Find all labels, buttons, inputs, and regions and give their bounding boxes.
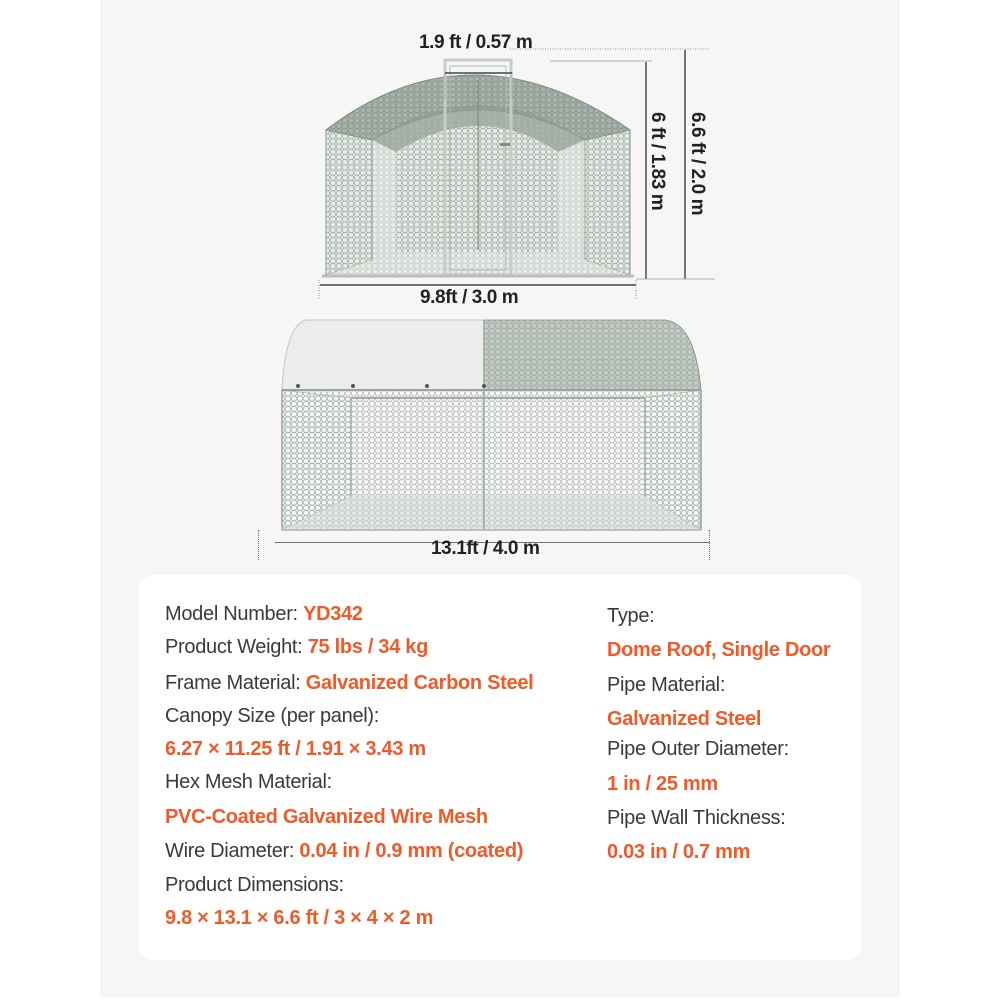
spec-value: Dome Roof, Single Door: [607, 639, 831, 661]
spec-product-dimensions: [165, 873, 344, 897]
spec-value: 0.03 in / 0.7 mm: [607, 841, 751, 863]
spec-type-value: [607, 638, 830, 662]
spec-pipe-outer-diameter-value: [607, 772, 718, 796]
spec-canopy-size-value: [165, 737, 426, 761]
inner-height-dimension: 6 ft / 1.83 m: [647, 112, 668, 211]
total-height-dimension: 6.6 ft / 2.0 m: [687, 112, 708, 216]
spec-canopy-size: [165, 704, 379, 728]
spec-value: Galvanized Carbon Steel: [305, 672, 534, 694]
spec-product-dimensions-value: [165, 906, 433, 930]
side-view-illustration: [255, 318, 725, 543]
side-length-dimension: 13.1ft / 4.0 m: [431, 538, 540, 559]
spec-pipe-wall-thickness: [607, 806, 786, 830]
spec-value: Galvanized Steel: [607, 708, 762, 730]
spec-hex-mesh-material: [165, 770, 332, 794]
spec-pipe-material-value: [607, 707, 761, 731]
spec-label: Product Weight:: [165, 636, 303, 658]
spec-value: 6.27 × 11.25 ft / 1.91 × 3.43 m: [165, 738, 426, 760]
spec-value: 1 in / 25 mm: [607, 773, 718, 795]
spec-value: 0.04 in / 0.9 mm (coated): [299, 840, 524, 862]
spec-label: Model Number:: [165, 603, 298, 625]
spec-value: YD342: [303, 603, 363, 625]
spec-label: Product Dimensions:: [165, 874, 344, 896]
door-width-dimension: 1.9 ft / 0.57 m: [419, 32, 533, 53]
spec-card: [138, 575, 862, 960]
spec-label: Pipe Wall Thickness:: [607, 807, 786, 829]
spec-label: Canopy Size (per panel):: [165, 705, 380, 727]
front-width-dimension: 9.8ft / 3.0 m: [420, 287, 519, 308]
side-dimension-ticks-right: [709, 530, 711, 560]
spec-label: Wire Diameter:: [165, 840, 295, 862]
spec-wire-diameter: [165, 839, 523, 863]
spec-pipe-material: [607, 673, 725, 697]
spec-value: 75 lbs / 34 kg: [307, 636, 429, 658]
spec-value: 9.8 × 13.1 × 6.6 ft / 3 × 4 × 2 m: [165, 907, 434, 929]
spec-product-weight: [165, 635, 428, 659]
spec-model-number: [165, 602, 363, 626]
spec-value: PVC-Coated Galvanized Wire Mesh: [165, 806, 488, 828]
spec-pipe-outer-diameter: [607, 737, 789, 761]
spec-label: Hex Mesh Material:: [165, 771, 332, 793]
spec-frame-material: [165, 671, 533, 695]
spec-label: Pipe Material:: [607, 674, 726, 696]
spec-label: Frame Material:: [165, 672, 301, 694]
spec-type: [607, 604, 654, 628]
spec-label: Type:: [607, 605, 655, 627]
spec-label: Pipe Outer Diameter:: [607, 738, 789, 760]
side-dimension-ticks: [258, 530, 260, 560]
spec-pipe-wall-thickness-value: [607, 840, 750, 864]
spec-hex-mesh-material-value: [165, 805, 488, 829]
